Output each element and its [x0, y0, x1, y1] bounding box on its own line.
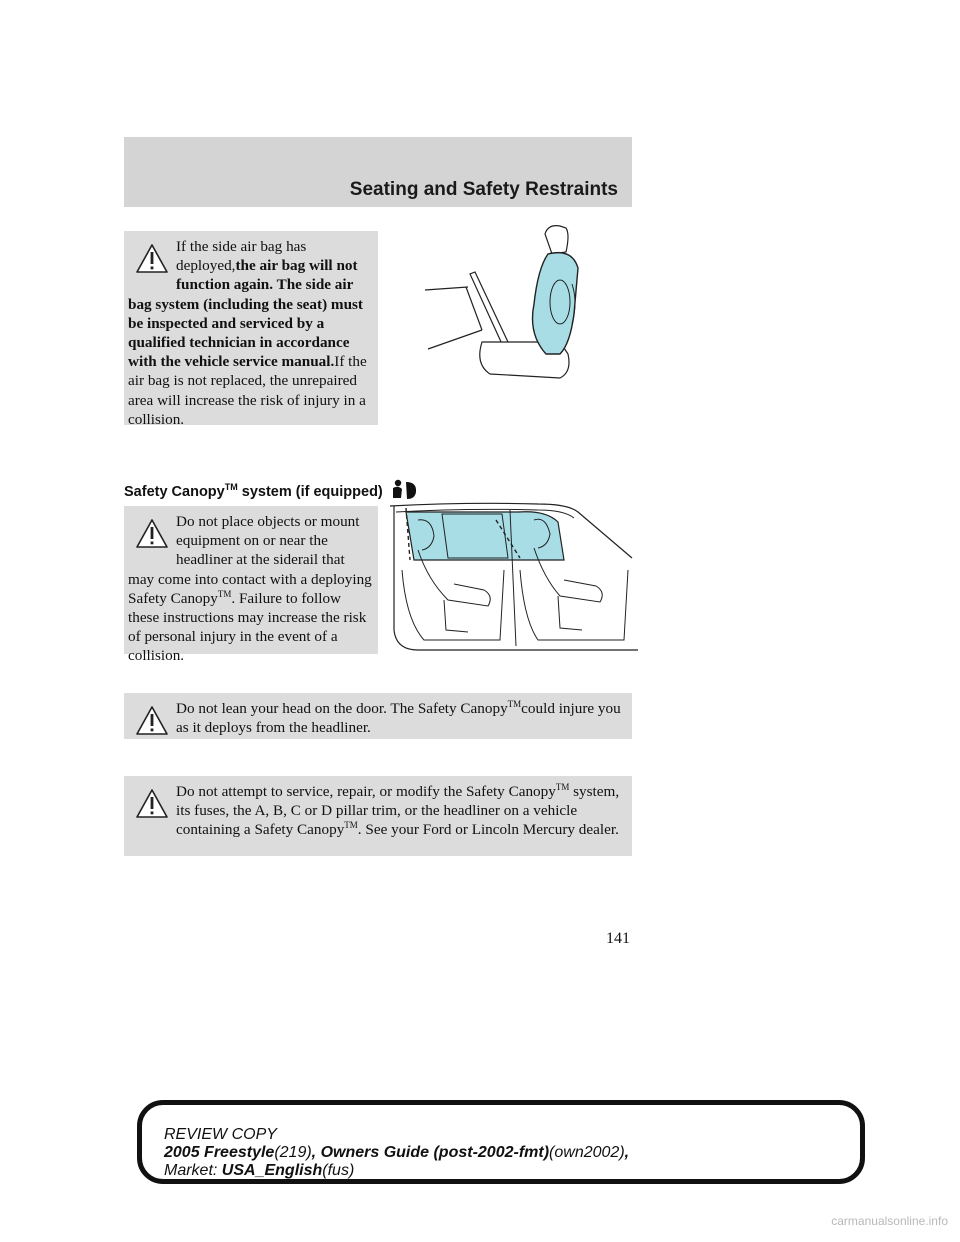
review-copy-label: REVIEW COPY	[164, 1126, 277, 1143]
section-title: Seating and Safety Restraints	[349, 179, 618, 200]
warning-icon	[134, 514, 170, 552]
warning-service	[124, 776, 632, 856]
review-copy-text	[164, 1126, 629, 1180]
warning-icon	[134, 239, 170, 277]
warning-icon	[134, 784, 170, 822]
side-airbag-seat-illustration	[420, 224, 600, 390]
warning-headliner	[124, 506, 378, 665]
footer-model-line: 2005 Freestyle(219), Owners Guide (post-2002-fmt)(own2002),	[164, 1144, 630, 1161]
safety-canopy-vehicle-illustration	[388, 500, 638, 660]
page-number: 141	[606, 930, 630, 947]
page-header	[124, 137, 632, 207]
warning-icon	[134, 701, 170, 739]
warning-side-airbag	[124, 231, 378, 428]
watermark: carmanualsonline.info	[831, 1214, 948, 1228]
warning-lean-head	[124, 693, 632, 739]
footer-market-line: Market: USA_English(fus)	[164, 1162, 355, 1179]
warning-service-text: Do not attempt to service, repair, or modify the Safety Canopy™ system, its fuses, the A, B, C or D pillar trim, or the headliner on a vehicle containing a Safety Canopy™. See your Ford or Lincoln Mercury dealer.	[176, 781, 620, 839]
safety-canopy-icon	[389, 478, 419, 500]
safety-canopy-heading: Safety Canopy™ system (if equipped)	[124, 478, 419, 500]
warning-side-airbag-text: If the side air bag has deployed,the air bag will not function again. The side air bag system (including the seat) must be inspected and serviced by a qualified technician in accordance with the vehicle service manual.If the air bag is not replaced, the unrepaired area will increase the risk of injury in a collision.	[128, 238, 367, 428]
warning-headliner-text: Do not place objects or mount equipment on or near the headliner at the siderail that may come into contact with a deploying Safety Canopy™. Failure to follow these instructions may increase the risk of personal injury in the event of a collision.	[128, 513, 372, 665]
warning-lean-head-text: Do not lean your head on the door. The Safety Canopy™could injure you as it deploys from the headliner.	[176, 698, 621, 737]
